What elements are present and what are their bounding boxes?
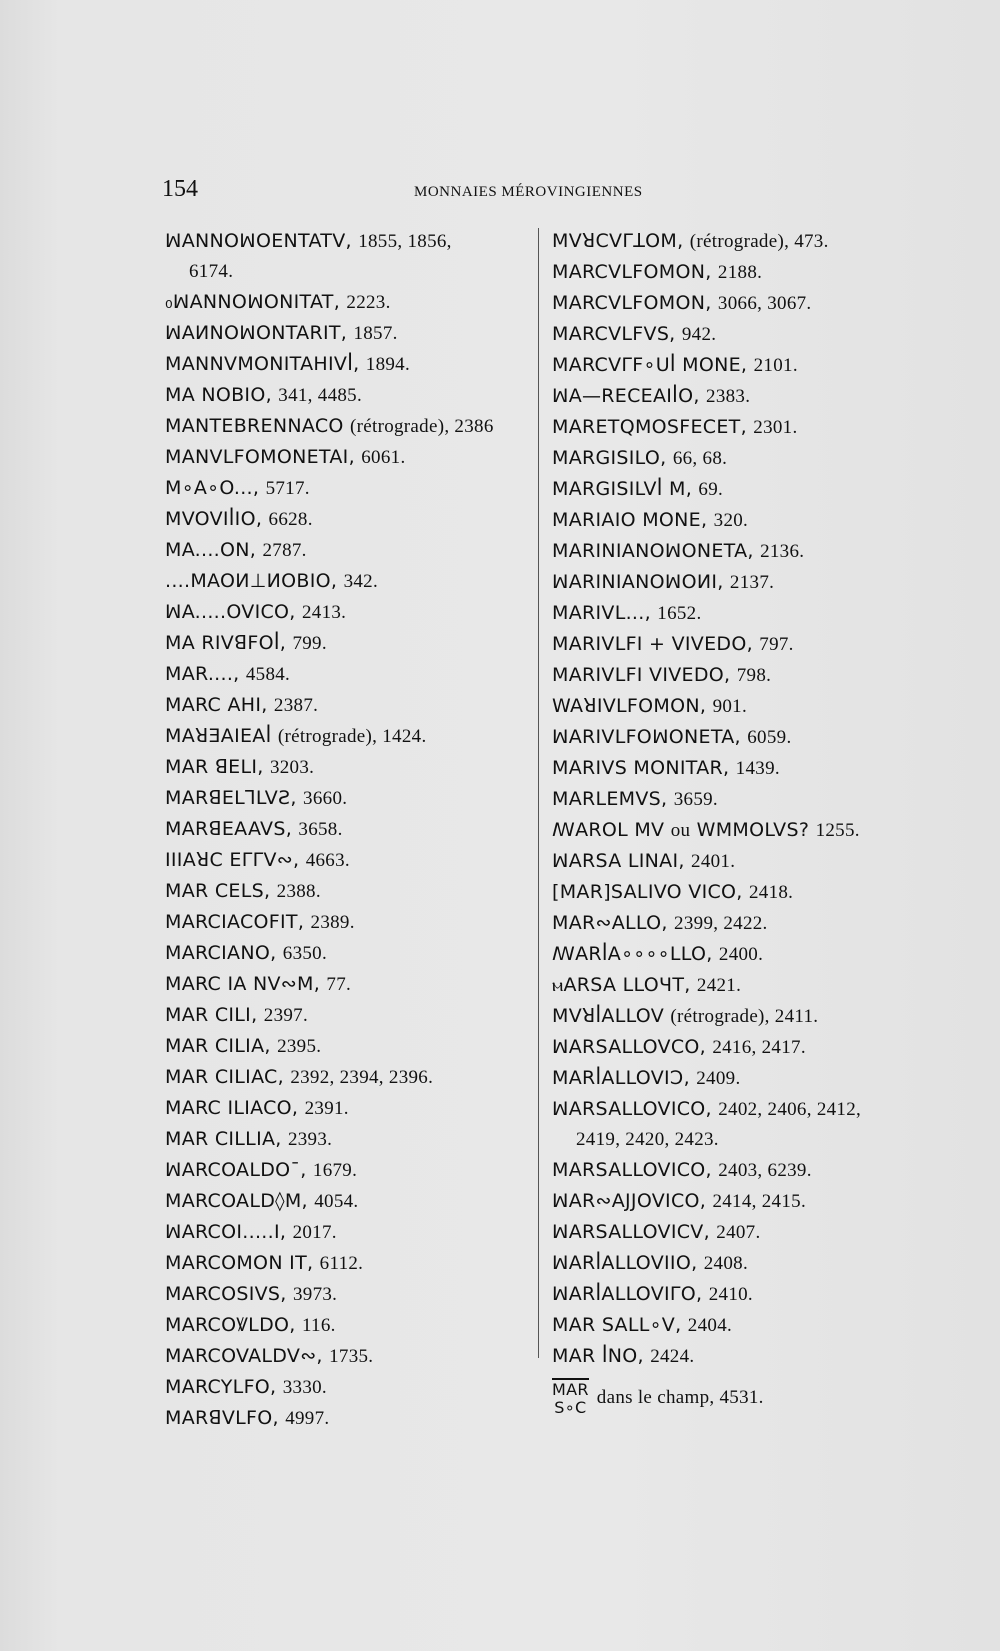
entry-legend: ꟿARꟾA∘∘∘∘LLO,	[552, 943, 719, 965]
entry-legend: MARCVLFVS,	[552, 323, 682, 345]
entry-legend: MARGISILVꟾ M,	[552, 478, 699, 500]
list-item	[552, 412, 932, 443]
list-item	[165, 411, 535, 442]
entry-reference: 2418.	[748, 882, 794, 903]
list-item	[552, 350, 932, 381]
list-item	[165, 1310, 535, 1341]
entry-legend: MA NOBIO,	[165, 384, 279, 406]
list-item	[165, 1093, 535, 1124]
list-item	[165, 907, 535, 938]
list-item	[552, 1001, 932, 1032]
entry-reference: 2391.	[304, 1098, 349, 1119]
entry-legend: MARCVΓF∘Uꟾ MONE,	[552, 354, 754, 376]
entry-legend: MARLEMVS,	[552, 788, 674, 810]
list-item	[165, 287, 535, 318]
list-item	[165, 1372, 535, 1403]
entry-reference: 799.	[292, 633, 327, 654]
entry-legend: MARIVLFI + VIVEDO,	[552, 633, 760, 655]
list-item	[165, 380, 535, 411]
list-item	[552, 722, 932, 753]
entry-reference: 6061.	[361, 447, 406, 468]
entry-reference: 2407.	[716, 1222, 761, 1243]
entry-legend: WMMOLVS?	[690, 819, 816, 841]
entry-legend: MARSALLOVICO,	[552, 1159, 719, 1181]
entry-reference: 1857.	[353, 323, 398, 344]
entry-reference: 1894.	[365, 354, 411, 375]
list-item	[165, 1155, 535, 1186]
entry-reference: 4054.	[314, 1191, 359, 1212]
entry-legend: MVꓤꟾALLOV	[552, 1005, 671, 1027]
entry-legend: MAꓤƎAIEAꟾ	[165, 725, 278, 747]
entry-reference: 797.	[759, 634, 794, 655]
list-item	[552, 1032, 932, 1063]
entry-legend: [MAR]SALIVO VICO,	[552, 881, 749, 903]
entry-legend: MARCOVALDV∾,	[165, 1345, 330, 1367]
entry-legend: ꟿAROL MV	[552, 819, 671, 841]
entry-legend: MVꓤCVΓꓕOM,	[552, 230, 690, 252]
entry-reference: 3330.	[282, 1377, 327, 1398]
list-item	[165, 628, 535, 659]
list-item	[552, 257, 932, 288]
entry-reference: 69.	[698, 479, 724, 500]
list-item	[552, 908, 932, 939]
list-item	[165, 226, 535, 287]
list-item	[552, 753, 932, 784]
entry-reference: 3203.	[269, 757, 315, 778]
list-item	[165, 938, 535, 969]
entry-reference: 3066, 3067.	[717, 293, 812, 314]
entry-reference: 2413.	[301, 602, 347, 623]
entry-legend: ⲙARSA LLOЧT,	[552, 974, 697, 996]
entry-legend: MAR CILIA,	[165, 1035, 278, 1057]
entry-legend: MARꟾALLOVIƆ,	[552, 1067, 697, 1089]
entry-legend: MAR....,	[165, 663, 246, 685]
list-item	[165, 1248, 535, 1279]
list-item	[165, 473, 535, 504]
list-item	[165, 659, 535, 690]
entry-legend: ꟽARꟾALLOVIIO,	[552, 1252, 704, 1274]
entry-reference: 2424.	[650, 1346, 695, 1367]
list-item	[165, 690, 535, 721]
list-item	[165, 721, 535, 752]
entry-legend: MA RIVꓭFOꟾ,	[165, 632, 293, 654]
entry-reference: 6059.	[747, 727, 792, 748]
entry-reference: 3659.	[673, 789, 718, 810]
right-column	[552, 226, 932, 1417]
list-item	[552, 1341, 932, 1372]
entry-reference: 4584.	[245, 664, 291, 685]
entry-reference: 2399, 2422.	[674, 913, 768, 934]
list-item	[552, 660, 932, 691]
entry-reference: 2400.	[718, 944, 764, 965]
list-item	[552, 1186, 932, 1217]
list-item	[552, 536, 932, 567]
list-item	[552, 691, 932, 722]
entry-legend: MARCOSIVS,	[165, 1283, 293, 1305]
list-item	[552, 815, 932, 846]
list-item	[165, 752, 535, 783]
entry-reference: ou	[670, 820, 691, 841]
entry-legend: ꟽA—RECEAIꟾO,	[552, 385, 707, 407]
entry-legend: MARCOMON IT,	[165, 1252, 320, 1274]
entry-legend: MARGISILO,	[552, 447, 673, 469]
list-item	[165, 1124, 535, 1155]
entry-legend: MAR CILI,	[165, 1004, 264, 1026]
entry-reference: 3658.	[298, 819, 343, 840]
entry-reference: 2387.	[273, 695, 319, 716]
entry-reference: 2409.	[696, 1068, 741, 1089]
list-item	[165, 1341, 535, 1372]
entry-legend: MAR∾ALLO,	[552, 912, 675, 934]
entry-reference: 341, 4485.	[278, 385, 363, 406]
entry-reference: 6628.	[268, 509, 313, 530]
page-header	[162, 176, 852, 206]
entry-reference: 2017.	[292, 1222, 337, 1243]
entry-legend: MARC IA NV∾M,	[165, 973, 327, 995]
entry-legend: ꟽARSA LINAI,	[552, 850, 692, 872]
entry-reference: 2383.	[706, 386, 751, 407]
list-item	[552, 1248, 932, 1279]
entry-legend: ₀ꟽANNOꟽONITAT,	[165, 291, 347, 313]
stacked-legend	[552, 1378, 589, 1417]
entry-reference: 2403, 6239.	[718, 1160, 812, 1181]
list-item	[552, 1279, 932, 1310]
entry-reference: 798.	[736, 665, 772, 686]
entry-reference: 2787.	[262, 540, 307, 561]
entry-reference: 3973.	[292, 1284, 338, 1305]
list-item	[552, 970, 932, 1001]
entry-reference: 942.	[681, 324, 717, 345]
entry-legend: MAR CELS,	[165, 880, 277, 902]
running-title: MONNAIES MÉROVINGIENNES	[414, 184, 643, 200]
entry-legend: MARCOꝞLDO,	[165, 1314, 302, 1336]
list-item	[165, 1000, 535, 1031]
entry-reference: 66, 68.	[672, 448, 728, 469]
entry-reference: 77.	[326, 974, 352, 995]
entry-reference: 2397.	[263, 1005, 309, 1026]
entry-reference: 4663.	[305, 850, 350, 871]
list-item	[552, 381, 932, 412]
entry-legend: MAR ꓭELI,	[165, 756, 270, 778]
entry-legend: MANVLFOMONETAI,	[165, 446, 362, 468]
list-item	[165, 442, 535, 473]
entry-legend: ꟽARꟾALLOVIΓO,	[552, 1283, 709, 1305]
list-item	[552, 877, 932, 908]
list-item	[552, 226, 932, 257]
entry-legend: MARETQMOSFECET,	[552, 416, 754, 438]
entry-legend: MARꓭELꓶLVƧ,	[165, 787, 304, 809]
entry-legend: MARIVL...,	[552, 602, 658, 624]
entry-legend: ꟽARINIANOꟽOИI,	[552, 571, 730, 593]
list-item	[165, 876, 535, 907]
entry-legend: IIIAꓤC EΓΓV∾,	[165, 849, 306, 871]
entry-legend: ....MAOИ⊥ИOBIO,	[165, 570, 344, 592]
entry-reference: 2393.	[287, 1129, 333, 1150]
entry-reference: 2392, 2394, 2396.	[290, 1067, 434, 1088]
entry-continuation: 2419, 2420, 2423.	[576, 1129, 719, 1150]
entry-reference: 1855, 1856,	[358, 231, 452, 252]
entry-legend: MA....ON,	[165, 539, 263, 561]
entry-legend: MARCIACOFIT,	[165, 911, 311, 933]
stacked-legend-bottom: S∘C	[554, 1398, 587, 1417]
list-item	[552, 567, 932, 598]
entry-legend: MARIAIO MONE,	[552, 509, 714, 531]
entry-reference: 5717.	[265, 478, 310, 499]
entry-reference: 2421.	[696, 975, 742, 996]
column-divider	[538, 228, 539, 1358]
entry-legend: ꟽARCOI.....I,	[165, 1221, 293, 1243]
entry-legend: MANNVMONITAHIVꟾ,	[165, 353, 366, 375]
entry-reference: (rétrograde), 2411.	[670, 1006, 819, 1027]
entry-reference: 2410.	[708, 1284, 753, 1305]
entry-reference: 1255.	[815, 820, 860, 841]
entry-reference: (rétrograde), 2386	[350, 416, 494, 437]
entry-legend: MARꓭVLFO,	[165, 1407, 286, 1429]
list-item	[165, 597, 535, 628]
entry-reference: 1439.	[735, 758, 780, 779]
entry-reference: 2408.	[703, 1253, 748, 1274]
entry-legend: ꟽARSALLOVICV,	[552, 1221, 717, 1243]
entry-legend: MARIVLFI VIVEDO,	[552, 664, 737, 686]
list-item	[165, 504, 535, 535]
entry-reference: 2223.	[346, 292, 391, 313]
list-item	[552, 1155, 932, 1186]
list-item	[552, 288, 932, 319]
entry-reference: 2389.	[310, 912, 355, 933]
list-item	[552, 505, 932, 536]
list-item	[165, 1403, 535, 1434]
list-item	[165, 349, 535, 380]
list-item	[552, 846, 932, 877]
list-item	[552, 443, 932, 474]
list-item	[165, 783, 535, 814]
entry-reference: 4997.	[285, 1408, 330, 1429]
entry-reference: 2101.	[753, 355, 798, 376]
list-item	[165, 1031, 535, 1062]
list-item	[165, 1217, 535, 1248]
list-item	[165, 969, 535, 1000]
entry-legend: ꟽAИNOꟽONTARIT,	[165, 322, 354, 344]
list-item	[165, 1279, 535, 1310]
entry-continuation: 6174.	[189, 261, 234, 282]
entry-legend: ꟽARCOALDO¯,	[165, 1159, 313, 1181]
entry-reference: 2401.	[691, 851, 736, 872]
entry-reference: 2301.	[753, 417, 798, 438]
entry-reference: (rétrograde), 473.	[689, 231, 829, 252]
list-item	[552, 1063, 932, 1094]
entry-reference: 320.	[713, 510, 749, 531]
entry-legend: ꟽARSALLOVICO,	[552, 1098, 719, 1120]
entry-legend: MARC ILIACO,	[165, 1097, 305, 1119]
entry-reference: 901.	[712, 696, 748, 717]
entry-legend: ꟽA.....OVICO,	[165, 601, 302, 623]
list-item	[165, 845, 535, 876]
entry-legend: ꟽARSALLOVCO,	[552, 1036, 713, 1058]
entry-legend: MAR CILLIA,	[165, 1128, 288, 1150]
list-item	[552, 784, 932, 815]
entry-reference: 2188.	[717, 262, 763, 283]
entry-legend: MARCIANO,	[165, 942, 283, 964]
entry-reference: 2404.	[687, 1315, 733, 1336]
entry-reference: 2136.	[760, 541, 805, 562]
entry-reference: 2416, 2417.	[712, 1037, 806, 1058]
list-item	[552, 474, 932, 505]
stacked-legend-top: MAR	[552, 1380, 589, 1399]
list-item	[165, 318, 535, 349]
entry-reference: 2414, 2415.	[712, 1191, 807, 1212]
entry-reference: dans le champ, 4531.	[596, 1387, 764, 1408]
entry-reference: 342.	[343, 571, 379, 592]
entry-reference: 2388.	[276, 881, 321, 902]
entry-legend: MARCOALD◊M,	[165, 1190, 315, 1212]
list-item	[165, 566, 535, 597]
entry-reference: 2137.	[729, 572, 775, 593]
list-item	[552, 1310, 932, 1341]
entry-legend: MARCVLFOMON,	[552, 292, 718, 314]
entry-legend: ꟽAR∾AJJOVICO,	[552, 1190, 713, 1212]
entry-legend: MAR SALL∘V,	[552, 1314, 688, 1336]
entry-reference: 1652.	[657, 603, 702, 624]
list-item	[552, 1217, 932, 1248]
entry-legend: MAR ꟾNO,	[552, 1345, 651, 1367]
entry-legend: MARC AHI,	[165, 694, 274, 716]
entry-reference: 1735.	[329, 1346, 374, 1367]
list-item	[165, 535, 535, 566]
entry-reference: 2395.	[277, 1036, 322, 1057]
entry-legend: WAꓤIVLFOMON,	[552, 695, 713, 717]
list-item	[552, 598, 932, 629]
entry-reference: 2402, 2406, 2412,	[718, 1099, 862, 1120]
entry-legend: ꟽARIVLFOꟽONETA,	[552, 726, 748, 748]
entry-reference: (rétrograde), 1424.	[277, 726, 427, 747]
list-item	[552, 319, 932, 350]
entry-legend: MARCYLFO,	[165, 1376, 283, 1398]
entry-reference: 6350.	[282, 943, 328, 964]
entry-legend: MARINIANOꟽONETA,	[552, 540, 761, 562]
list-item	[165, 1186, 535, 1217]
list-item	[552, 629, 932, 660]
list-item	[552, 1378, 932, 1417]
list-item	[552, 1094, 932, 1155]
list-item	[165, 1062, 535, 1093]
entry-reference: 1679.	[312, 1160, 358, 1181]
entry-reference: 116.	[301, 1315, 336, 1336]
left-column	[165, 226, 535, 1434]
entry-legend: ꟽANNOꟽOENTATV,	[165, 230, 359, 252]
entry-legend: MANTEBRENNACO	[165, 415, 351, 437]
entry-legend: MARꓭEAAVS,	[165, 818, 299, 840]
entry-legend: MARCVLFOMON,	[552, 261, 718, 283]
entry-legend: MVOVIꟾIO,	[165, 508, 269, 530]
page-number: 154	[162, 176, 198, 202]
entry-legend: M∘A∘O...,	[165, 477, 266, 499]
entry-legend: MAR CILIAC,	[165, 1066, 291, 1088]
list-item	[165, 814, 535, 845]
list-item	[552, 939, 932, 970]
entry-reference: 6112.	[319, 1253, 364, 1274]
entry-legend: MARIVS MONITAR,	[552, 757, 736, 779]
entry-reference: 3660.	[303, 788, 348, 809]
